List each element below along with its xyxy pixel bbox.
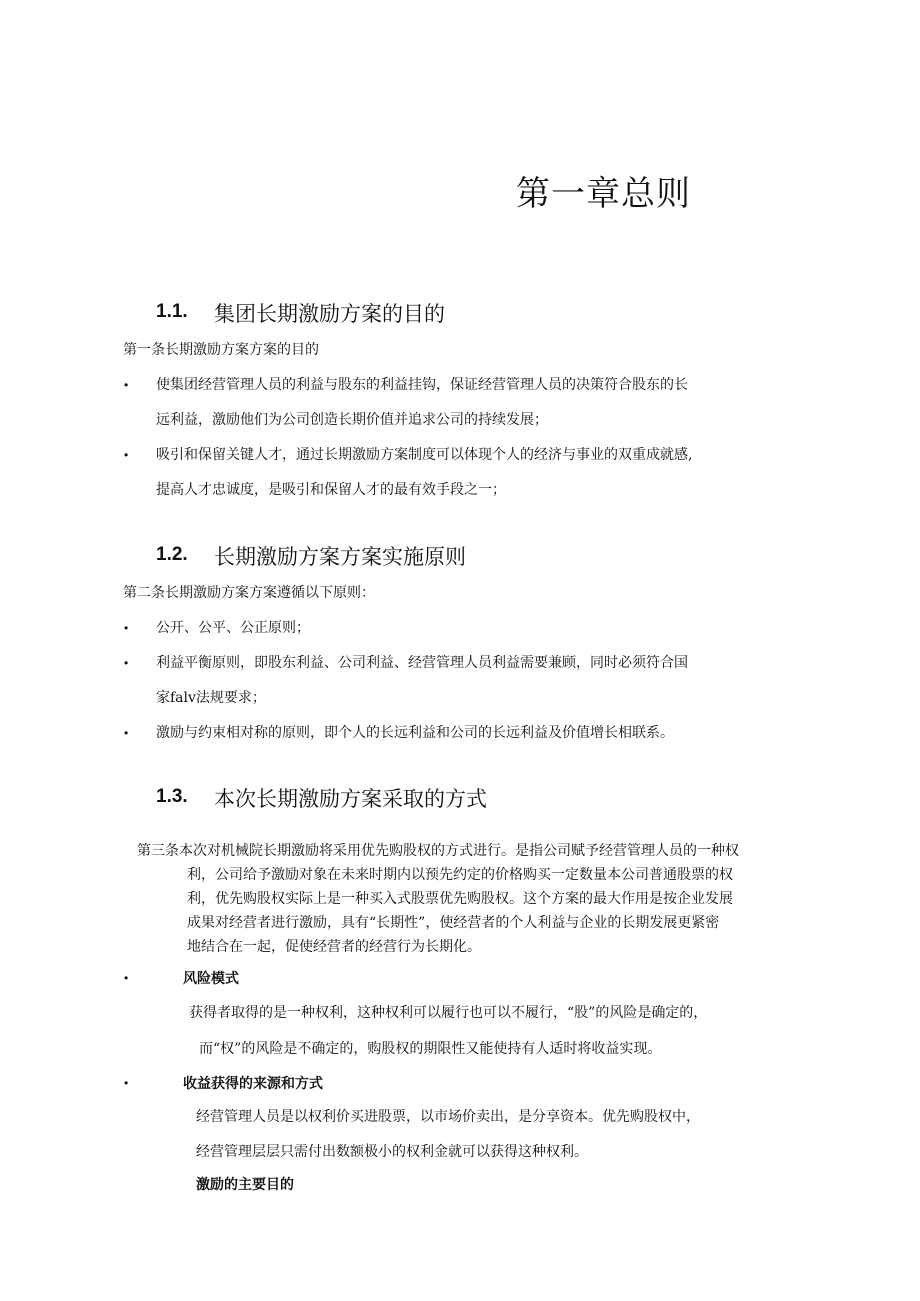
bullet-text: 吸引和保留关键人才，通过长期激励方案制度可以体现个人的经济与事业的双重成就感, [156, 447, 693, 463]
bullet-marker: • [124, 656, 129, 670]
bullet-marker: • [124, 621, 129, 635]
bullet-text-continued: 家falv法规要求； [156, 690, 266, 706]
income-text-continued: 经营管理层层只需付出数额极小的权利金就可以获得这种权利。 [196, 1144, 588, 1160]
purpose-heading: 激励的主要目的 [196, 1177, 294, 1193]
bullet-marker: • [124, 971, 129, 985]
article-paragraph-line: 成果对经营者进行激励，具有“长期性”，使经营者的个人利益与企业的长期发展更紧密 [187, 915, 720, 931]
chapter-title: 第一章总则 [516, 174, 691, 214]
bullet-marker: • [124, 726, 129, 740]
section-number: 1.2. [156, 544, 188, 565]
bullet-text-continued: 提高人才忠诚度，是吸引和保留人才的最有效手段之一； [156, 482, 506, 498]
income-text: 经营管理人员是以权利价买进股票，以市场价卖出，是分享资本。优先购股权中， [196, 1109, 700, 1125]
article-paragraph-line: 利，优先购股权实际上是一种买入式股票优先购股权。这个方案的最大作用是按企业发展 [187, 891, 733, 907]
risk-heading: 风险模式 [183, 971, 239, 987]
bullet-marker: • [124, 1076, 129, 1090]
article-paragraph-line: 利，公司给予激励对象在未来时期内以预先约定的价格购买一定数量本公司普通股票的权 [187, 867, 733, 883]
risk-text: 获得者取得的是一种权利，这种权利可以履行也可以不履行，“股”的风险是确定的， [189, 1005, 708, 1021]
section-title: 本次长期激励方案采取的方式 [214, 787, 487, 811]
section-title: 集团长期激励方案的目的 [214, 302, 445, 326]
section-title: 长期激励方案方案实施原则 [214, 545, 466, 569]
bullet-text: 使集团经营管理人员的利益与股东的利益挂钩，保证经营管理人员的决策符合股东的长 [156, 377, 688, 393]
bullet-text: 激励与约束相对称的原则，即个人的长远利益和公司的长远利益及价值增长相联系。 [156, 725, 674, 741]
bullet-text: 利益平衡原则，即股东利益、公司利益、经营管理人员利益需要兼顾，同时必须符合国 [156, 655, 688, 671]
bullet-text-continued: 远利益，激励他们为公司创造长期价值并追求公司的持续发展； [156, 412, 548, 428]
section-number: 1.3. [156, 786, 188, 807]
bullet-text: 公开、公平、公正原则； [156, 620, 310, 636]
article-heading: 第二条长期激励方案方案遵循以下原则： [123, 585, 375, 601]
section-number: 1.1. [156, 301, 188, 322]
income-heading: 收益获得的来源和方式 [183, 1076, 323, 1092]
risk-text-continued: 而“权”的风险是不确定的，购股权的期限性又能使持有人适时将收益实现。 [199, 1041, 662, 1057]
article-paragraph-line: 地结合在一起，促使经营者的经营行为长期化。 [187, 939, 481, 955]
article-paragraph: 第三条本次对机械院长期激励将采用优先购股权的方式进行。是指公司赋予经营管理人员的一种权 [137, 843, 739, 859]
article-heading: 第一条长期激励方案方案的目的 [123, 342, 319, 358]
bullet-marker: • [124, 378, 129, 392]
bullet-marker: • [124, 448, 129, 462]
